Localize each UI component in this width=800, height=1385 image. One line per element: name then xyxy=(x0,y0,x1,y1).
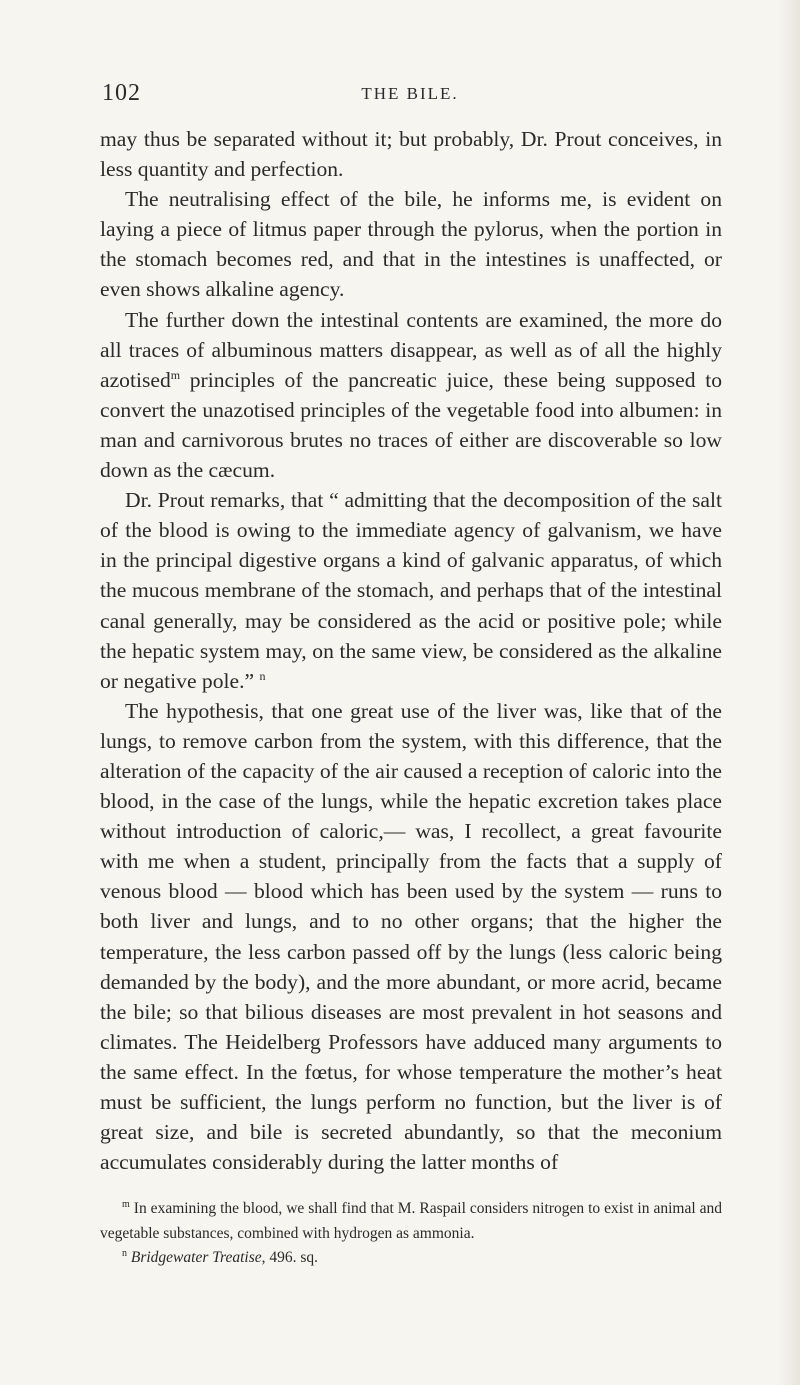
footnote-mark-n: n xyxy=(122,1248,127,1259)
paragraph-4 xyxy=(100,485,722,696)
paragraph-3-text-b: principles of the pancreatic juice, these being supposed to convert the unazotised principles of the vegetable food into albumen: in man and carnivorous brutes no traces of either are discoverable so low down as the cæcum. xyxy=(100,367,722,483)
page-edge-shadow xyxy=(778,0,800,1385)
paragraph-3 xyxy=(100,305,722,486)
footnote-mark-m: m xyxy=(122,1199,130,1210)
footnotes xyxy=(100,1197,722,1271)
footnote-m xyxy=(100,1197,722,1246)
footnote-ref-n: n xyxy=(259,668,266,683)
footnote-n xyxy=(100,1246,722,1271)
page-number: 102 xyxy=(102,80,141,106)
page-header xyxy=(100,80,720,114)
paragraph-1: may thus be separated without it; but probably, Dr. Prout conceives, in less quantity and perfection. xyxy=(100,127,722,182)
footnote-ref-m: m xyxy=(170,367,181,382)
footnote-n-title: Bridgewater Treatise xyxy=(130,1249,262,1266)
running-title: THE BILE. xyxy=(361,84,459,103)
paragraph-2: The neutralising effect of the bile, he informs me, is evident on laying a piece of litmus paper through the pylorus, when the portion in the stomach becomes red, and that in the intestines is unaffected, or even shows alkaline agency. xyxy=(100,187,722,302)
paragraph-4-text-a: Dr. Prout remarks, that “ admitting that the decomposition of the salt of the blood is owing to the immediate agency of galvanism, we have in the principal digestive organs a kind of galvanic apparatus, of which the mucous membrane of the stomach, and perhaps that of the intestinal canal generally, may be considered as the acid or positive pole; while the hepatic system may, on the same view, be considered as the alkaline or negative pole.” xyxy=(100,488,722,693)
footnote-m-text: In examining the blood, we shall find that M. Raspail considers nitrogen to exist in animal and vegetable substances, combined with hydrogen as ammonia. xyxy=(100,1200,722,1242)
body-text xyxy=(100,124,722,1177)
footnote-n-text: , 496. sq. xyxy=(261,1249,319,1266)
paragraph-5: The hypothesis, that one great use of the liver was, like that of the lungs, to remove carbon from the system, with this difference, that the alteration of the capacity of the air caused a reception of caloric into the blood, in the case of the lungs, while the hepatic excretion takes place without introduction of caloric,— was, I recollect, a great favourite with me when a student, principally from the facts that a supply of venous blood — blood which has been used by the system — runs to both liver and lungs, and to no other organs; that the higher the temperature, the less carbon passed off by the lungs (less caloric being demanded by the body), and the more abundant, or more acrid, became the bile; so that bilious diseases are most prevalent in hot seasons and climates. The Heidelberg Professors have adduced many arguments to the same effect. In the fœtus, for whose temperature the mother’s heat must be sufficient, the lungs perform no function, but the liver is of great size, and bile is secreted abundantly, so that the meconium accumulates considerably during the latter months of xyxy=(100,698,722,1175)
paragraph-3-text-a: The further down the intestinal contents are examined, the more do all traces of albuminous matters disappear, as well as of all the highly azotised xyxy=(100,307,722,392)
